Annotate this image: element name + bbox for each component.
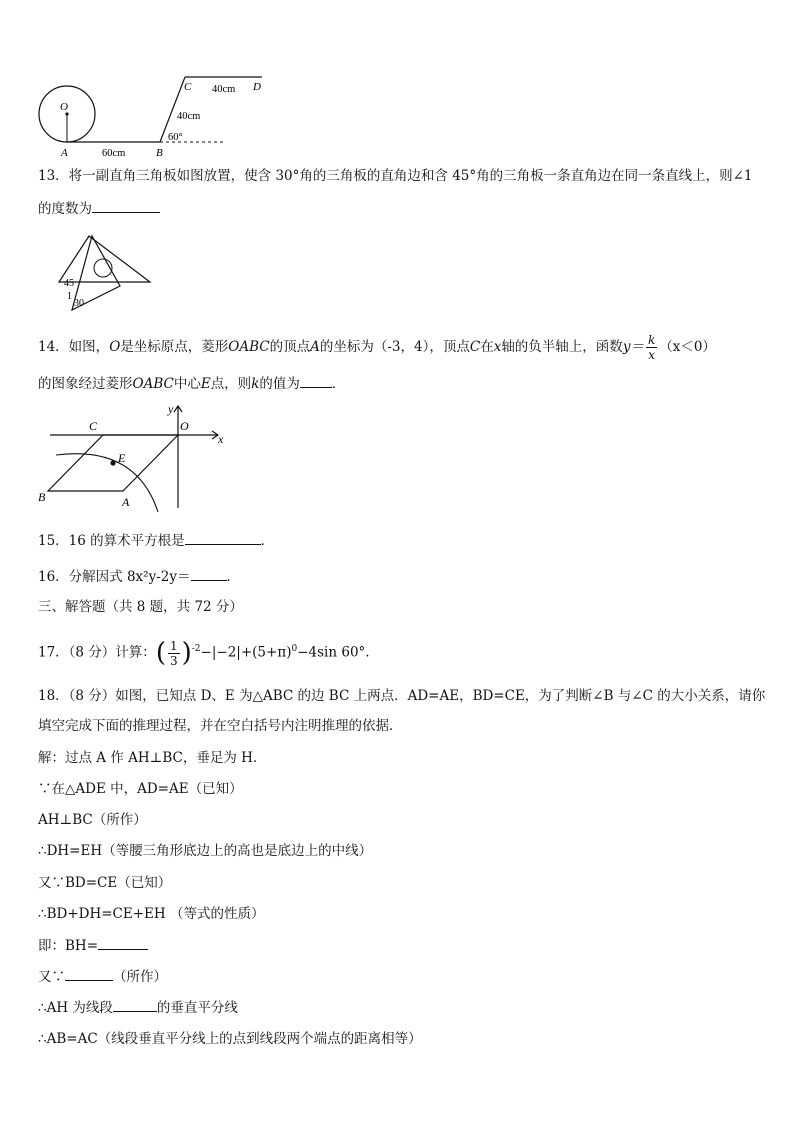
wheel-track-diagram [30, 74, 280, 160]
q16-answer-blank [191, 566, 227, 581]
label-angle-b: 60° [168, 132, 183, 143]
q14-line1 [38, 333, 716, 362]
label-bc-length: 40cm [177, 111, 201, 122]
q18-step3: AH⊥BC（所作） [38, 812, 147, 828]
q13-answer-blank [92, 198, 160, 213]
q18-line1: 18．（8 分）如图，已知点 D、E 为△ABC 的边 BC 上两点．AD=AE，BD=CE，为了判断∠B 与∠C 的大小关系，请你 [38, 688, 766, 704]
q14-line2 [38, 373, 345, 394]
label-b: B [156, 147, 163, 159]
label-a: A [122, 495, 130, 509]
q15-end: ． [260, 533, 275, 549]
q14-frac-den: x [648, 348, 655, 362]
q18-step8-b: （所作） [113, 969, 167, 985]
q14-e: E [200, 376, 211, 392]
q14-x: x [493, 339, 502, 355]
q18-blank-reason [65, 966, 113, 981]
q14-oabc-2: OABC [132, 376, 174, 392]
q16-end: ． [226, 569, 240, 585]
q18-step5: 又∵BD=CE（已知） [38, 875, 172, 891]
set-squares-diagram [54, 234, 154, 312]
figure-wheel-track [30, 74, 280, 160]
label-d: D [253, 81, 261, 93]
q17-line [38, 632, 370, 670]
q17-exp2: 0 [291, 644, 298, 654]
q17-rest1: −|−2|+(5+π) [200, 644, 292, 661]
figure-set-squares [54, 234, 154, 312]
label-45: 45 [64, 278, 74, 289]
label-e: E [118, 451, 126, 465]
rhombus-diagram [36, 400, 236, 516]
q14-t1: 14．如图， [38, 339, 110, 355]
q18-blank-segment [113, 997, 157, 1012]
q13-line2 [38, 198, 160, 219]
q14-t4: 的坐标为（-3，4），顶点 [319, 339, 470, 355]
q16-text: 16．分解因式 8x²y-2y＝ [38, 569, 191, 585]
q18-step10: ∴AB=AC（线段垂直平分线上的点到线段两个端点的距离相等） [38, 1031, 422, 1047]
label-1: 1 [67, 291, 72, 302]
label-c: C [89, 419, 98, 433]
q13-line1: 13．将一副直角三角板如图放置，使含 30°角的三角板的直角边和含 45°角的三角板一条直角边在同一条直线上，则∠1 [38, 168, 753, 184]
q14-a: A [310, 339, 320, 355]
label-o: O [180, 419, 189, 433]
q17-frac-num: 1 [169, 638, 178, 653]
q18-step2: ∵在△ADE 中，AD=AE（已知） [38, 781, 243, 797]
q17-paren-open: ( [155, 638, 166, 668]
q14-c: C [469, 339, 481, 355]
q14-t2: 是坐标原点，菱形 [120, 339, 229, 355]
point-e [110, 460, 115, 465]
q14-t10: 的值为 [259, 376, 300, 392]
q18-step9-b: 的垂直平分线 [156, 1000, 238, 1016]
q14-k: k [251, 376, 260, 392]
q14-t7: 的图象经过菱形 [38, 376, 133, 392]
q16-line [38, 566, 240, 587]
q14-fraction [646, 333, 657, 362]
q14-condition: （x＜0） [659, 339, 716, 355]
hyperbola-curve [56, 454, 158, 512]
q18-step4: ∴DH=EH（等腰三角形底边上的高也是底边上的中线） [38, 843, 373, 859]
label-o: O [60, 101, 68, 113]
label-c: C [184, 81, 192, 93]
label-x: x [218, 432, 224, 446]
q15-line [38, 530, 274, 551]
q18-step9 [38, 997, 238, 1018]
q18-step7 [38, 935, 148, 956]
label-30: 30 [74, 298, 84, 309]
q18-blank-bh [98, 935, 148, 950]
q14-t8: 中心 [173, 376, 201, 392]
q14-t3: 的顶点 [269, 339, 311, 355]
q17-frac-den: 3 [169, 653, 178, 668]
q18-step7-text: 即：BH= [38, 938, 99, 954]
q13-line2-text: 的度数为 [38, 201, 92, 217]
q18-step8-a: 又∵ [38, 969, 65, 985]
q17-rest2: −4sin 60°. [297, 644, 370, 661]
q14-t9: 点，则 [210, 376, 252, 392]
q17-fraction [168, 639, 180, 668]
q17-exp1: -2 [191, 644, 201, 654]
q18-step9-a: ∴AH 为线段 [38, 1000, 113, 1016]
q18-line2: 填空完成下面的推理过程，并在空白括号内注明推理的依据． [38, 718, 403, 734]
section3-heading: 三、解答题（共 8 题，共 72 分） [38, 599, 243, 615]
label-b: B [38, 490, 46, 504]
q14-oabc: OABC [228, 339, 270, 355]
q14-o: O [109, 339, 121, 355]
q18-step6: ∴BD+DH=CE+EH （等式的性质） [38, 906, 265, 922]
q14-func-y: y＝ [622, 339, 644, 355]
q14-end: ． [331, 376, 346, 392]
q15-text: 15．16 的算术平方根是 [38, 533, 185, 549]
q18-step8 [38, 966, 167, 987]
label-a: A [61, 147, 68, 159]
q14-answer-blank [300, 373, 332, 388]
label-ab-length: 60cm [102, 148, 126, 159]
q14-frac-num: k [647, 333, 656, 347]
q18-step1: 解：过点 A 作 AH⊥BC，垂足为 H． [38, 750, 267, 766]
label-cd-length: 40cm [212, 84, 236, 95]
label-y: y [168, 402, 174, 416]
q15-answer-blank [185, 530, 261, 545]
q17-prefix: 17．（8 分）计算： [38, 644, 156, 661]
figure-rhombus [36, 400, 236, 516]
q14-t5: 在 [480, 339, 494, 355]
q14-t6: 轴的负半轴上，函数 [501, 339, 623, 355]
q17-paren-close: ) [181, 638, 192, 668]
